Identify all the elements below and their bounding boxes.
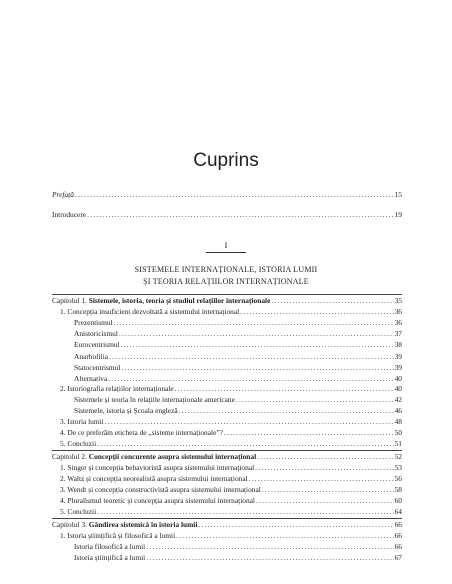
chapter-separator <box>52 294 402 295</box>
toc-section[interactable] <box>60 384 402 393</box>
toc-subsection[interactable] <box>74 406 402 415</box>
leader-dots <box>175 384 394 393</box>
toc-entry-label: 4. Pluralismul teoretic și concepția asupra sistemului internațional <box>60 496 255 505</box>
toc-entry-label: Prezentismul <box>74 318 113 327</box>
toc-entry-page: 67 <box>394 553 402 562</box>
toc-section[interactable] <box>60 428 402 437</box>
toc-entry-label: Capitolul 3. Gândirea sistemică în istoria lumii <box>52 520 198 529</box>
toc-entry-page: 46 <box>394 406 402 415</box>
toc-entry-label: Istoria filosofică a lumii <box>74 542 146 551</box>
toc-subsection[interactable] <box>74 374 402 383</box>
chapter-separator <box>52 518 402 519</box>
toc-entry-label: Istoria științifică a lumii <box>74 553 146 562</box>
leader-dots <box>236 395 394 404</box>
toc-subsection[interactable] <box>74 395 402 404</box>
toc-entry-label: 5. Concluzii <box>60 439 97 448</box>
toc-entry-page: 40 <box>394 384 402 393</box>
part-number: I <box>224 241 228 250</box>
toc-entry-page: 48 <box>394 417 402 426</box>
toc-entry-page: 39 <box>394 363 402 372</box>
toc-entry-label: Sistemele, istoria și Școala engleză <box>74 406 178 415</box>
toc-entry-page: 37 <box>394 329 402 338</box>
toc-entry-page: 38 <box>394 340 402 349</box>
leader-dots <box>240 307 393 316</box>
toc-entry-label: Anarhofilia <box>74 352 109 361</box>
toc-section[interactable] <box>60 496 402 505</box>
leader-dots <box>114 318 394 327</box>
chapter-separator <box>52 450 402 451</box>
toc-subsection[interactable] <box>74 352 402 361</box>
toc-subsection[interactable] <box>74 329 402 338</box>
toc-chapter[interactable] <box>52 520 402 529</box>
toc-entry-label: 2. Istoriografia relațiilor internaționale <box>60 384 174 393</box>
toc-entry-label: Introducere <box>52 210 87 219</box>
part-heading-line1: SISTEMELE INTERNAȚIONALE, ISTORIA LUMII <box>134 265 318 274</box>
toc-entry-page: 40 <box>394 374 402 383</box>
leader-dots <box>249 474 394 483</box>
toc-entry-label: Sistemele și teoria în relațiile internaționale americane <box>74 395 235 404</box>
toc-subsection[interactable] <box>74 318 402 327</box>
toc-subsection[interactable] <box>74 553 402 562</box>
leader-dots <box>97 507 393 516</box>
toc-entry-page: 60 <box>394 496 402 505</box>
toc-entry-label: 5. Concluzii <box>60 507 97 516</box>
toc-entry-page: 36 <box>394 318 402 327</box>
toc-subsection[interactable] <box>74 340 402 349</box>
toc-entry-page: 39 <box>394 352 402 361</box>
leader-dots <box>97 439 393 448</box>
toc-section[interactable] <box>60 507 402 516</box>
toc-entry-label: 2. Waltz și concepția neorealistă asupra sistemului internațional <box>60 474 248 483</box>
toc-section[interactable] <box>60 531 402 540</box>
toc-section[interactable] <box>60 463 402 472</box>
toc-entry-label: 1. Istoria științifică și filosofică a lumii <box>60 531 176 540</box>
toc-entry-label: Capitolul 2. Concepții concurente asupra sistemului internațional <box>52 452 257 461</box>
toc-entry-label: Prefață <box>52 190 74 199</box>
toc-entry-label: 4. De ce preferăm eticheta de „sisteme internaționale”? <box>60 428 223 437</box>
part-heading-line2: ȘI TEORIA RELAȚIILOR INTERNAȚIONALE <box>143 277 309 286</box>
toc-section[interactable] <box>60 307 402 316</box>
leader-dots <box>256 496 394 505</box>
toc-entry-page: 51 <box>394 439 402 448</box>
page-title: Cuprins <box>193 150 259 171</box>
toc-entry-label: 3. Wendt și concepția constructivistă asupra sistemului internațional <box>60 485 261 494</box>
part-rule <box>206 252 246 253</box>
leader-dots <box>255 463 393 472</box>
toc-entry-page: 66 <box>394 531 402 540</box>
toc-entry-page: 66 <box>394 542 402 551</box>
leader-dots <box>198 520 393 529</box>
toc-entry-label: Eurocentrismul <box>74 340 120 349</box>
leader-dots <box>119 329 394 338</box>
leader-dots <box>271 296 393 305</box>
toc-entry-page: 36 <box>394 307 402 316</box>
toc-entry-label: 3. Istoria lumii <box>60 417 104 426</box>
toc-chapter[interactable] <box>52 296 402 305</box>
leader-dots <box>105 417 394 426</box>
toc-section[interactable] <box>60 485 402 494</box>
toc-entry-page: 42 <box>394 395 402 404</box>
toc-entry-introduction[interactable] <box>52 210 402 219</box>
toc-entry-label: 1. Concepția insuficient dezvoltată a sistemului internațional <box>60 307 240 316</box>
toc-entry-label: Alternativa <box>74 374 108 383</box>
leader-dots <box>179 406 394 415</box>
leader-dots <box>121 363 393 372</box>
toc-entry-page: 58 <box>394 485 402 494</box>
leader-dots <box>146 553 393 562</box>
leader-dots <box>176 531 393 540</box>
leader-dots <box>87 210 394 219</box>
toc-section[interactable] <box>60 439 402 448</box>
leader-dots <box>257 452 393 461</box>
leader-dots <box>121 340 394 349</box>
toc-entry-page: 50 <box>394 428 402 437</box>
toc-subsection[interactable] <box>74 363 402 372</box>
toc-entry-page: 35 <box>394 296 402 305</box>
leader-dots <box>224 428 394 437</box>
toc-entry-page: 52 <box>394 452 402 461</box>
toc-section[interactable] <box>60 417 402 426</box>
toc-entry-label: 1. Singer și concepția behavioristă asupra sistemului internațional <box>60 463 255 472</box>
leader-dots <box>146 542 393 551</box>
toc-entry-label: Capitolul 1. Sistemele, istoria, teoria și studiul relațiilor internaționale <box>52 296 271 305</box>
leader-dots <box>75 190 394 199</box>
toc-entry-label: Statocentrismul <box>74 363 121 372</box>
toc-chapter[interactable] <box>52 452 402 461</box>
leader-dots <box>262 485 394 494</box>
toc-entry-page: 66 <box>394 520 402 529</box>
toc-section[interactable] <box>60 474 402 483</box>
toc-entry-page: 56 <box>394 474 402 483</box>
toc-entry-label: Anistoricismul <box>74 329 118 338</box>
leader-dots <box>108 374 393 383</box>
toc-entry-page: 19 <box>394 210 402 219</box>
toc-entry-page: 64 <box>394 507 402 516</box>
toc-entry-page: 15 <box>394 190 402 199</box>
toc-entry-preface[interactable] <box>52 190 402 199</box>
toc-subsection[interactable] <box>74 542 402 551</box>
toc-entry-page: 53 <box>394 463 402 472</box>
leader-dots <box>109 352 394 361</box>
